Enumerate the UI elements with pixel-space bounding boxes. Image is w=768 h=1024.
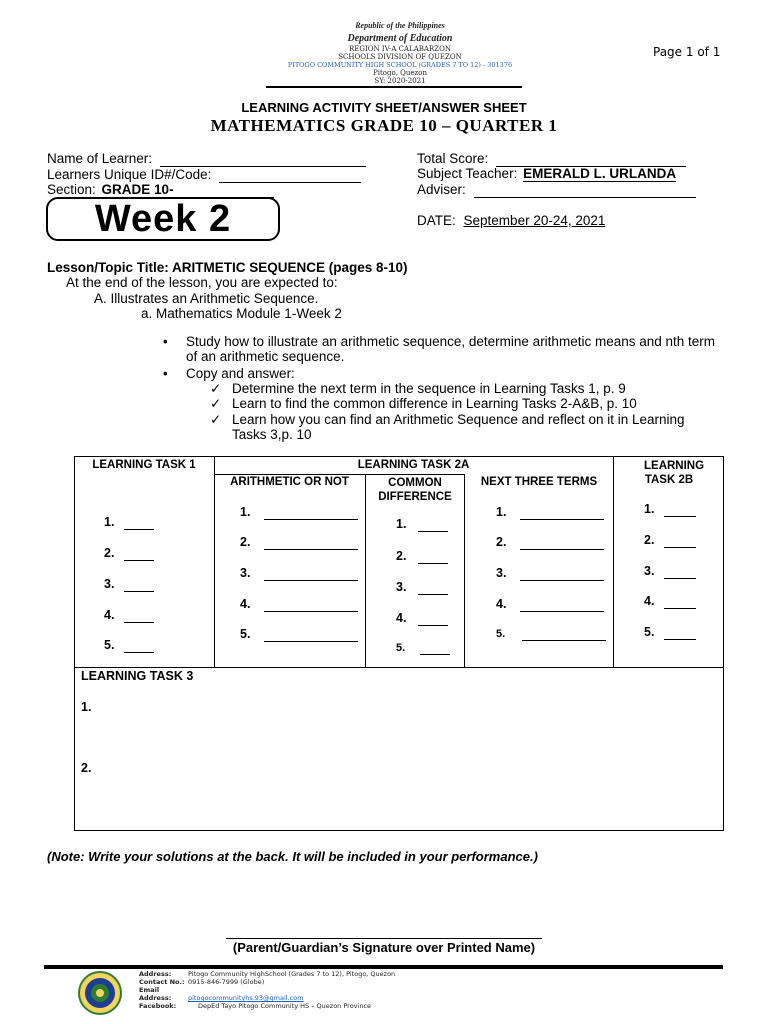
answer-blank[interactable] <box>418 549 448 564</box>
adviser-blank[interactable] <box>474 182 696 198</box>
next-three-item: 3. <box>496 566 604 581</box>
lt1-item: 5. <box>104 638 154 653</box>
header-divider <box>266 86 522 88</box>
section-value[interactable]: GRADE 10- <box>102 182 274 198</box>
facebook-value: DepEd Tayo Pitogo Community HS – Quezon Province <box>198 1002 372 1010</box>
email-link[interactable]: pitogocommunityhs.93@gmail.com <box>188 994 304 1002</box>
signature-line <box>226 938 542 939</box>
lt1-item: 2. <box>104 546 154 561</box>
note-text: (Note: Write your solutions at the back. It will be included in your performance.) <box>47 849 538 864</box>
bullet-study: Study how to illustrate an arithmetic sequence, determine arithmetic means and nth term of an arithmetic sequence. <box>186 334 716 364</box>
teacher-field <box>417 166 676 182</box>
arith-item: 2. <box>240 535 358 550</box>
bullet-icon: • <box>163 366 168 381</box>
lesson-objective: A. Illustrates an Arithmetic Sequence. <box>94 291 319 306</box>
division-text: SCHOOLS DIVISION OF QUEZON <box>338 53 462 61</box>
department-text: Department of Education <box>347 33 453 44</box>
adviser-field <box>417 182 696 198</box>
next-three-item: 2. <box>496 535 604 550</box>
table-col-divider <box>613 456 614 667</box>
bullet-icon: • <box>163 334 168 349</box>
arith-or-not-header: ARITHMETIC OR NOT <box>230 476 349 488</box>
subject-title: MATHEMATICS GRADE 10 – QUARTER 1 <box>210 116 558 135</box>
score-label: Total Score: <box>417 151 489 166</box>
region-text: REGION IV-A CALABARZON <box>349 45 451 53</box>
answer-blank[interactable] <box>418 580 448 595</box>
common-diff-header: COMMON DIFFERENCE <box>378 477 452 503</box>
address-label: Address: <box>139 970 172 978</box>
answer-blank[interactable] <box>664 502 696 517</box>
lt1-header: LEARNING TASK 1 <box>92 459 196 471</box>
check-icon: ✓ <box>210 396 222 411</box>
answer-blank[interactable] <box>664 533 696 548</box>
lt2a-header: LEARNING TASK 2A <box>357 459 470 471</box>
page-number: Page 1 of 1 <box>653 45 721 59</box>
lt3-item-2: 2. <box>81 761 92 775</box>
answer-blank[interactable] <box>520 505 604 520</box>
next-three-item: 4. <box>496 597 604 612</box>
answer-blank[interactable] <box>264 505 358 520</box>
answer-blank[interactable] <box>418 517 448 532</box>
answer-blank[interactable] <box>264 566 358 581</box>
lt2b-item: 3. <box>644 564 696 579</box>
date-field <box>417 213 605 228</box>
lt2b-item: 2. <box>644 533 696 548</box>
email-label: Email Address: <box>139 986 172 1002</box>
answer-blank[interactable] <box>520 566 604 581</box>
answer-blank[interactable] <box>664 594 696 609</box>
check-item-2: Learn to find the common difference in Learning Tasks 2-A&B, p. 10 <box>232 396 637 411</box>
lt1-item: 4. <box>104 608 154 623</box>
name-blank[interactable] <box>160 151 366 167</box>
score-blank[interactable] <box>496 151 686 167</box>
week-banner: Week 2 <box>46 197 280 241</box>
common-diff-item: 5. <box>396 642 450 655</box>
common-diff-item: 4. <box>396 611 448 626</box>
next-three-header: NEXT THREE TERMS <box>480 476 598 488</box>
footer-info <box>139 970 395 1010</box>
answer-blank[interactable] <box>124 546 154 561</box>
lt1-item: 3. <box>104 577 154 592</box>
answer-blank[interactable] <box>664 625 696 640</box>
contact-value: 0915-846-7999 (Globe) <box>188 978 265 986</box>
signature-label: (Parent/Guardian’s Signature over Printed Name) <box>232 940 536 955</box>
check-item-3-cont: Tasks 3,p. 10 <box>232 427 312 442</box>
table-row-divider <box>74 667 724 668</box>
answer-blank[interactable] <box>124 577 154 592</box>
answer-blank[interactable] <box>418 611 448 626</box>
answer-blank[interactable] <box>664 564 696 579</box>
school-seal-logo <box>78 971 122 1015</box>
lt2b-header: LEARNING TASK 2B <box>644 460 705 486</box>
adviser-label: Adviser: <box>417 182 466 197</box>
section-label: Section: <box>47 182 96 197</box>
lesson-intro: At the end of the lesson, you are expected to: <box>66 275 338 290</box>
republic-text: Republic of the Philippines <box>355 21 445 30</box>
answer-blank[interactable] <box>264 535 358 550</box>
lesson-module: a. Mathematics Module 1-Week 2 <box>141 306 342 321</box>
check-icon: ✓ <box>210 381 222 396</box>
name-label: Name of Learner: <box>47 151 153 166</box>
arith-item: 1. <box>240 505 358 520</box>
check-icon: ✓ <box>210 412 222 427</box>
check-item-1: Determine the next term in the sequence in Learning Tasks 1, p. 9 <box>232 381 626 396</box>
next-three-item: 1. <box>496 505 604 520</box>
arith-item: 3. <box>240 566 358 581</box>
answer-blank[interactable] <box>264 627 358 642</box>
lesson-title: Lesson/Topic Title: ARITMETIC SEQUENCE (pages 8-10) <box>47 260 408 275</box>
lt2b-item: 1. <box>644 502 696 517</box>
lt2b-item: 4. <box>644 594 696 609</box>
teacher-label: Subject Teacher: <box>417 166 518 181</box>
check-item-3: Learn how you can find an Arithmetic Sequence and reflect on it in Learning <box>232 412 685 427</box>
lt3-header: LEARNING TASK 3 <box>81 669 194 683</box>
answer-blank[interactable] <box>520 597 604 612</box>
lrn-field <box>47 167 361 183</box>
lt1-item: 1. <box>104 515 154 530</box>
table-col-divider <box>464 474 465 667</box>
footer-divider <box>44 965 723 969</box>
answer-blank[interactable] <box>264 597 358 612</box>
bullet-copy: Copy and answer: <box>186 366 295 381</box>
facebook-label: Facebook: <box>139 1002 177 1010</box>
answer-blank[interactable] <box>520 535 604 550</box>
date-value: September 20-24, 2021 <box>463 213 606 228</box>
answer-blank[interactable] <box>522 628 606 641</box>
common-diff-item: 2. <box>396 549 448 564</box>
school-text: PITOGO COMMUNITY HIGH SCHOOL (GRADES 7 TO 12) - 301376 <box>287 61 513 69</box>
arith-item: 5. <box>240 627 358 642</box>
common-diff-item: 3. <box>396 580 448 595</box>
sheet-title: LEARNING ACTIVITY SHEET/ANSWER SHEET <box>241 100 527 115</box>
section-field <box>47 182 274 198</box>
date-label: DATE: <box>417 213 456 228</box>
address-value: Pitogo Community HighSchool (Grades 7 to 12), Pitogo, Quezon <box>188 970 396 978</box>
lrn-label: Learners Unique ID#/Code: <box>47 167 212 182</box>
location-text: Pitogo, Quezon <box>373 69 427 77</box>
answer-blank[interactable] <box>124 638 154 653</box>
lt3-item-1: 1. <box>81 700 92 714</box>
table-subheader-line <box>214 474 464 475</box>
answer-blank[interactable] <box>124 608 154 623</box>
lt2b-item: 5. <box>644 625 696 640</box>
lrn-blank[interactable] <box>219 167 361 183</box>
contact-label: Contact No.: <box>139 978 185 986</box>
answer-blank[interactable] <box>124 515 154 530</box>
name-field <box>47 151 366 167</box>
school-year-text: SY: 2020-2021 <box>374 77 426 85</box>
common-diff-item: 1. <box>396 517 448 532</box>
score-field <box>417 151 686 167</box>
teacher-value: EMERALD L. URLANDA <box>523 166 677 181</box>
arith-item: 4. <box>240 597 358 612</box>
next-three-item: 5. <box>496 628 606 641</box>
answer-blank[interactable] <box>420 642 450 655</box>
